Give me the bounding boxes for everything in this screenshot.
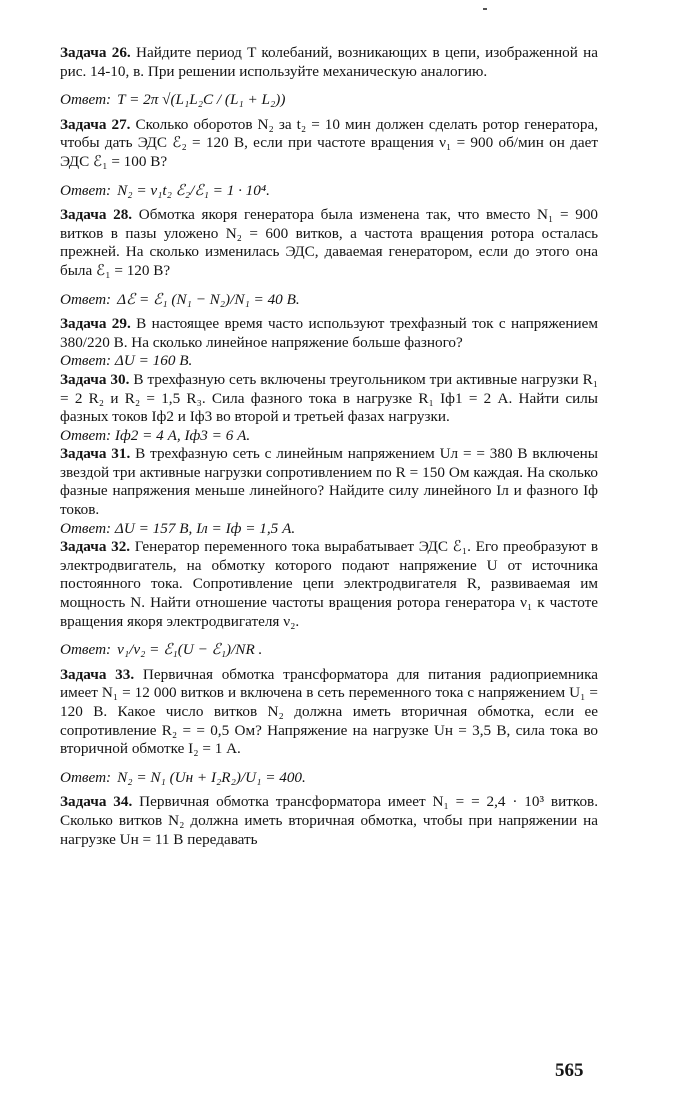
problem-title: Задача 32.	[60, 538, 131, 556]
answer-formula: ΔU = 157 В, Iл = Iф = 1,5 А.	[114, 519, 296, 537]
answer-formula: T = 2π √(L₁L₂C / (L₁ + L₂))	[117, 91, 286, 109]
problem-34	[60, 793, 598, 849]
problem-title: Задача 33.	[60, 665, 135, 683]
answer-33	[60, 769, 598, 788]
problem-text: Первичная обмотка трансформатора имеет N₁ = = 2,4 · 10³ витков. Сколько витков N₂ должна иметь вторичная обмотка, чтобы при напряжении на нагрузке Uн = 11 В передавать	[60, 793, 599, 848]
problem-32	[60, 538, 598, 631]
answer-label: Ответ:	[60, 91, 112, 109]
problem-text: Сколько оборотов N₂ за t₂ = 10 мин должен сделать ротор генератора, чтобы дать ЭДС ℰ₂ = 120 В, если при частоте вращения ν₁ = 900 об/мин он дает ЭДС ℰ₁ = 100 В?	[60, 115, 598, 170]
answer-label: Ответ:	[60, 352, 112, 370]
answer-29	[60, 352, 598, 371]
problem-title: Задача 28.	[60, 206, 133, 224]
problem-text: В трехфазную сеть с линейным напряжением Uл = = 380 В включены звездой три активные нагрузки сопротивлением по R = 150 Ом каждая. На сколько фазные напряжения меньше линейного? Найдите силу линейного Iл и фазного Iф токов.	[60, 445, 599, 519]
answer-formula: ΔU = 160 В.	[114, 352, 193, 370]
answer-formula: ν₁/ν₂ = ℰ₁(U − ℰ₁)/NR .	[117, 641, 263, 659]
answer-formula: N₂ = ν₁t₂ ℰ₂/ℰ₁ = 1 · 10⁴.	[117, 181, 270, 199]
answer-31	[60, 520, 598, 539]
problem-30	[60, 371, 598, 427]
problem-title: Задача 34.	[60, 793, 133, 811]
page-content	[60, 44, 598, 849]
answer-formula: N₂ = N₁ (Uн + I₂R₂)/U₁ = 400.	[117, 768, 306, 786]
answer-30	[60, 427, 598, 446]
problem-26	[60, 44, 598, 81]
answer-label: Ответ:	[60, 641, 112, 659]
answer-label: Ответ:	[60, 519, 112, 537]
problem-27	[60, 116, 598, 172]
answer-label: Ответ:	[60, 426, 112, 444]
problem-title: Задача 30.	[60, 370, 130, 388]
problem-text: В настоящее время часто используют трехфазный ток с напряжением 380/220 В. На сколько линейное напряжение больше фазного?	[60, 315, 599, 351]
problem-text: Обмотка якоря генератора была изменена так, что вместо N₁ = 900 витков в пазы уложено N₂ = 600 витков, а частота вращения ротора осталась прежней. На сколько изменилась ЭДС, даваемая генератором, если до этого она была ℰ₁ = 120 В?	[60, 206, 599, 279]
answer-26	[60, 91, 598, 110]
problem-title: Задача 29.	[60, 315, 131, 333]
answer-label: Ответ:	[60, 768, 112, 786]
problem-28	[60, 206, 598, 280]
answer-27	[60, 182, 598, 201]
answer-label: Ответ:	[60, 290, 112, 308]
problem-31	[60, 445, 598, 519]
problem-29	[60, 315, 598, 352]
answer-32	[60, 641, 598, 660]
answer-28	[60, 291, 598, 310]
problem-text: Найдите период T колебаний, возникающих в цепи, изображенной на рис. 14-10, в. При решении используйте механическую аналогию.	[60, 44, 599, 80]
answer-formula: Δℰ = ℰ₁ (N₁ − N₂)/N₁ = 40 В.	[117, 290, 300, 308]
page-number: 565	[555, 1060, 584, 1081]
problem-title: Задача 31.	[60, 445, 131, 463]
problem-text: Первичная обмотка трансформатора для питания радиоприемника имеет N₁ = 12 000 витков и включена в сеть переменного тока с напряжением U₁ = 120 В. Какое число витков N₂ должна иметь вторичная обмотка, если ее сопротивление R₂ = = 0,5 Ом? Напряжение на нагрузке Uн = 3,5 В, сила тока во вторичной обмотке I₂ = 1 А.	[60, 665, 599, 758]
answer-label: Ответ:	[60, 181, 112, 199]
problem-title: Задача 27.	[60, 115, 131, 133]
problem-title: Задача 26.	[60, 44, 131, 61]
answer-formula: Iф2 = 4 А, Iф3 = 6 А.	[114, 426, 251, 444]
problem-33	[60, 666, 598, 759]
problem-text: В трехфазную сеть включены треугольником три активные нагрузки R₁ = 2 R₂ и R₂ = 1,5 R₃. Сила фазного тока в нагрузке R₁ Iф1 = 2 А. Найти силы фазных токов Iф2 и Iф3 во второй и третьей фазах нагрузки.	[60, 370, 599, 426]
scan-mark	[483, 8, 487, 10]
problem-text: Генератор переменного тока вырабатывает ЭДС ℰ₁. Его преобразуют в электродвигатель, на обмотку которого подают напряжение U от источника постоянного тока. Сопротивление цепи электродвигателя R, развиваемая им мощность N. Найти отношение частоты вращения ротора генератора ν₁ к частоте вращения якоря электродвигателя ν₂.	[60, 538, 598, 630]
